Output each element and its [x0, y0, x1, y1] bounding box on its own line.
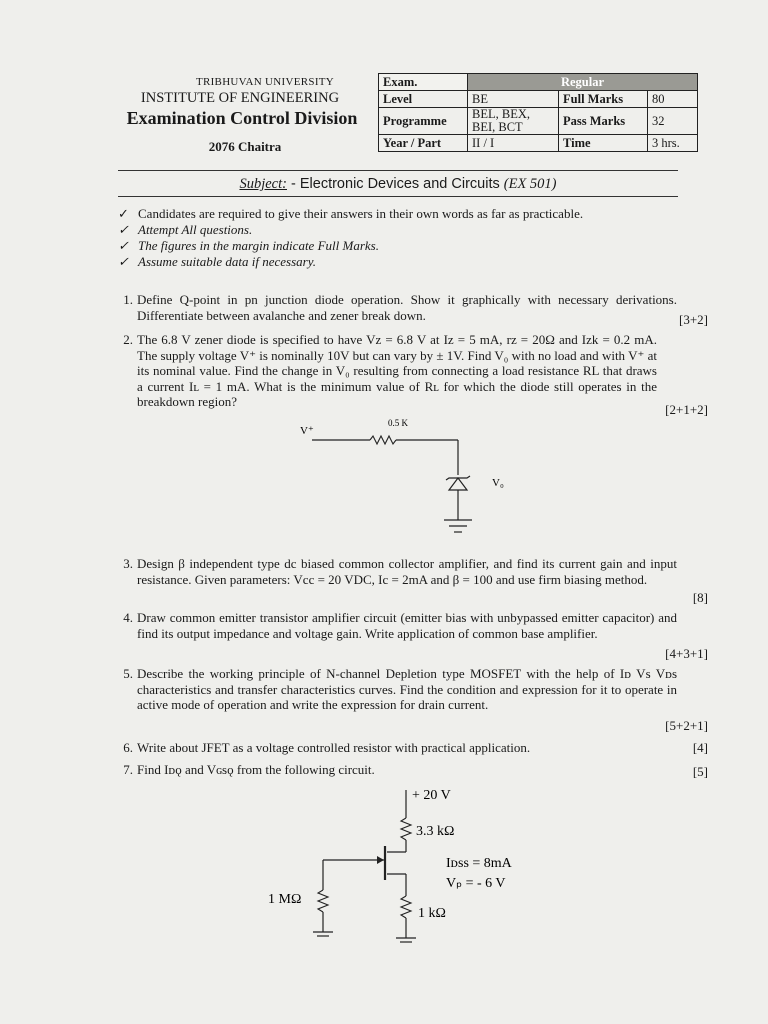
marks-q4: [4+3+1]: [665, 646, 708, 661]
question-2: 2. The 6.8 V zener diode is specified to have Vz = 6.8 V at Iz = 5 mA, rz = 20Ω and Izk = 0.2 mA. The supply voltage V⁺ is nominally 10V but can vary by ± 1V. Find V₀ with no load and with V⁺ at its nominal value. Find the change in V₀ resulting from connecting a load resistance RL that draws a current Iʟ = 1 mA. What is the minimum value of Rʟ for which the diode still operates in the breakdown region?: [123, 332, 657, 409]
vp-label: Vₚ = - 6 V: [446, 876, 506, 891]
source-resistor-symbol: [401, 896, 411, 918]
check-icon: ✓: [118, 206, 129, 221]
zener-output-label: V₀: [492, 477, 504, 489]
gate-resistor-label: 1 MΩ: [268, 892, 302, 907]
year-part-value: II / I: [468, 135, 559, 152]
marks-q6: [4]: [692, 740, 708, 755]
subject-name: - Electronic Devices and Circuits: [291, 176, 500, 192]
marks-q1: [3+2]: [679, 312, 708, 327]
check-icon: ✓: [118, 238, 129, 253]
subject-code: (EX 501): [503, 176, 557, 192]
instruction-4: ✓ Assume suitable data if necessary.: [118, 254, 317, 269]
year-part-label: Year / Part: [379, 135, 468, 152]
question-6: 6. Write about JFET as a voltage controlled resistor with practical application.: [123, 740, 531, 755]
full-marks-label: Full Marks: [559, 91, 648, 108]
institute-name: INSTITUTE OF ENGINEERING: [140, 90, 340, 106]
source-resistor-label: 1 kΩ: [418, 906, 446, 921]
idss-label: Iᴅss = 8mA: [446, 856, 512, 871]
pass-marks-label: Pass Marks: [559, 108, 648, 135]
programme-value-1: BEL, BEX,: [472, 107, 530, 121]
university-name: TRIBHUVAN UNIVERSITY: [195, 76, 335, 88]
programme-value-2: BEI, BCT: [472, 120, 523, 134]
zener-resistor-label: 0.5 K: [388, 418, 408, 428]
instruction-2: ✓ Attempt All questions.: [118, 222, 253, 237]
marks-q5: [5+2+1]: [665, 718, 708, 733]
time-label: Time: [559, 135, 648, 152]
question-1: 1. Define Q-point in pn junction diode operation. Show it graphically with necessary derivations. Differentiate between avalanche and zener break down.: [123, 292, 677, 323]
check-icon: ✓: [118, 254, 129, 269]
full-marks-value: 80: [648, 91, 698, 108]
level-value: BE: [468, 91, 559, 108]
drain-resistor-label: 3.3 kΩ: [416, 824, 455, 839]
exam-session: 2076 Chaitra: [208, 139, 282, 154]
instruction-1: ✓ Candidates are required to give their answers in their own words as far as practicable.: [118, 206, 584, 221]
instruction-3: ✓ The figures in the margin indicate Full Marks.: [118, 238, 379, 253]
drain-resistor-symbol: [401, 818, 411, 840]
check-icon: ✓: [118, 222, 129, 237]
question-7: 7. Find Iᴅǫ and Vɢsǫ from the following circuit.: [123, 762, 375, 777]
programme-label: Programme: [379, 108, 468, 135]
subject-prefix: Subject:: [239, 176, 287, 192]
gate-resistor-symbol: [318, 890, 328, 912]
question-5: 5. Describe the working principle of N-channel Depletion type MOSFET with the help of Iᴅ Vs Vᴅs characteristics and transfer characteristics curves. Find the condition and expression for it to operate in active mode of operation and write the expression for drain current.: [123, 666, 677, 712]
jfet-supply-label: + 20 V: [412, 788, 451, 803]
exam-value: Regular: [468, 74, 698, 91]
marks-q7: [5]: [692, 764, 708, 779]
time-value: 3 hrs.: [648, 135, 698, 152]
marks-q3: [8]: [692, 590, 708, 605]
level-label: Level: [379, 91, 468, 108]
question-3: 3. Design β independent type dc biased common collector amplifier, and find its current gain and input resistance. Given parameters: Vcc = 20 VDC, Ic = 2mA and β = 100 and use firm biasing method.: [123, 556, 677, 587]
question-4: 4. Draw common emitter transistor amplifier circuit (emitter bias with unbypassed emitter capacitor) and find its output impedance and voltage gain. Write application of common base amplifier.: [123, 610, 677, 641]
gate-arrow: [377, 856, 384, 864]
zener-supply-label: V⁺: [300, 425, 314, 437]
exam-label: Exam.: [379, 74, 468, 91]
pass-marks-value: 32: [648, 108, 698, 135]
marks-q2: [2+1+2]: [665, 402, 708, 417]
division-name: Examination Control Division: [126, 108, 358, 128]
